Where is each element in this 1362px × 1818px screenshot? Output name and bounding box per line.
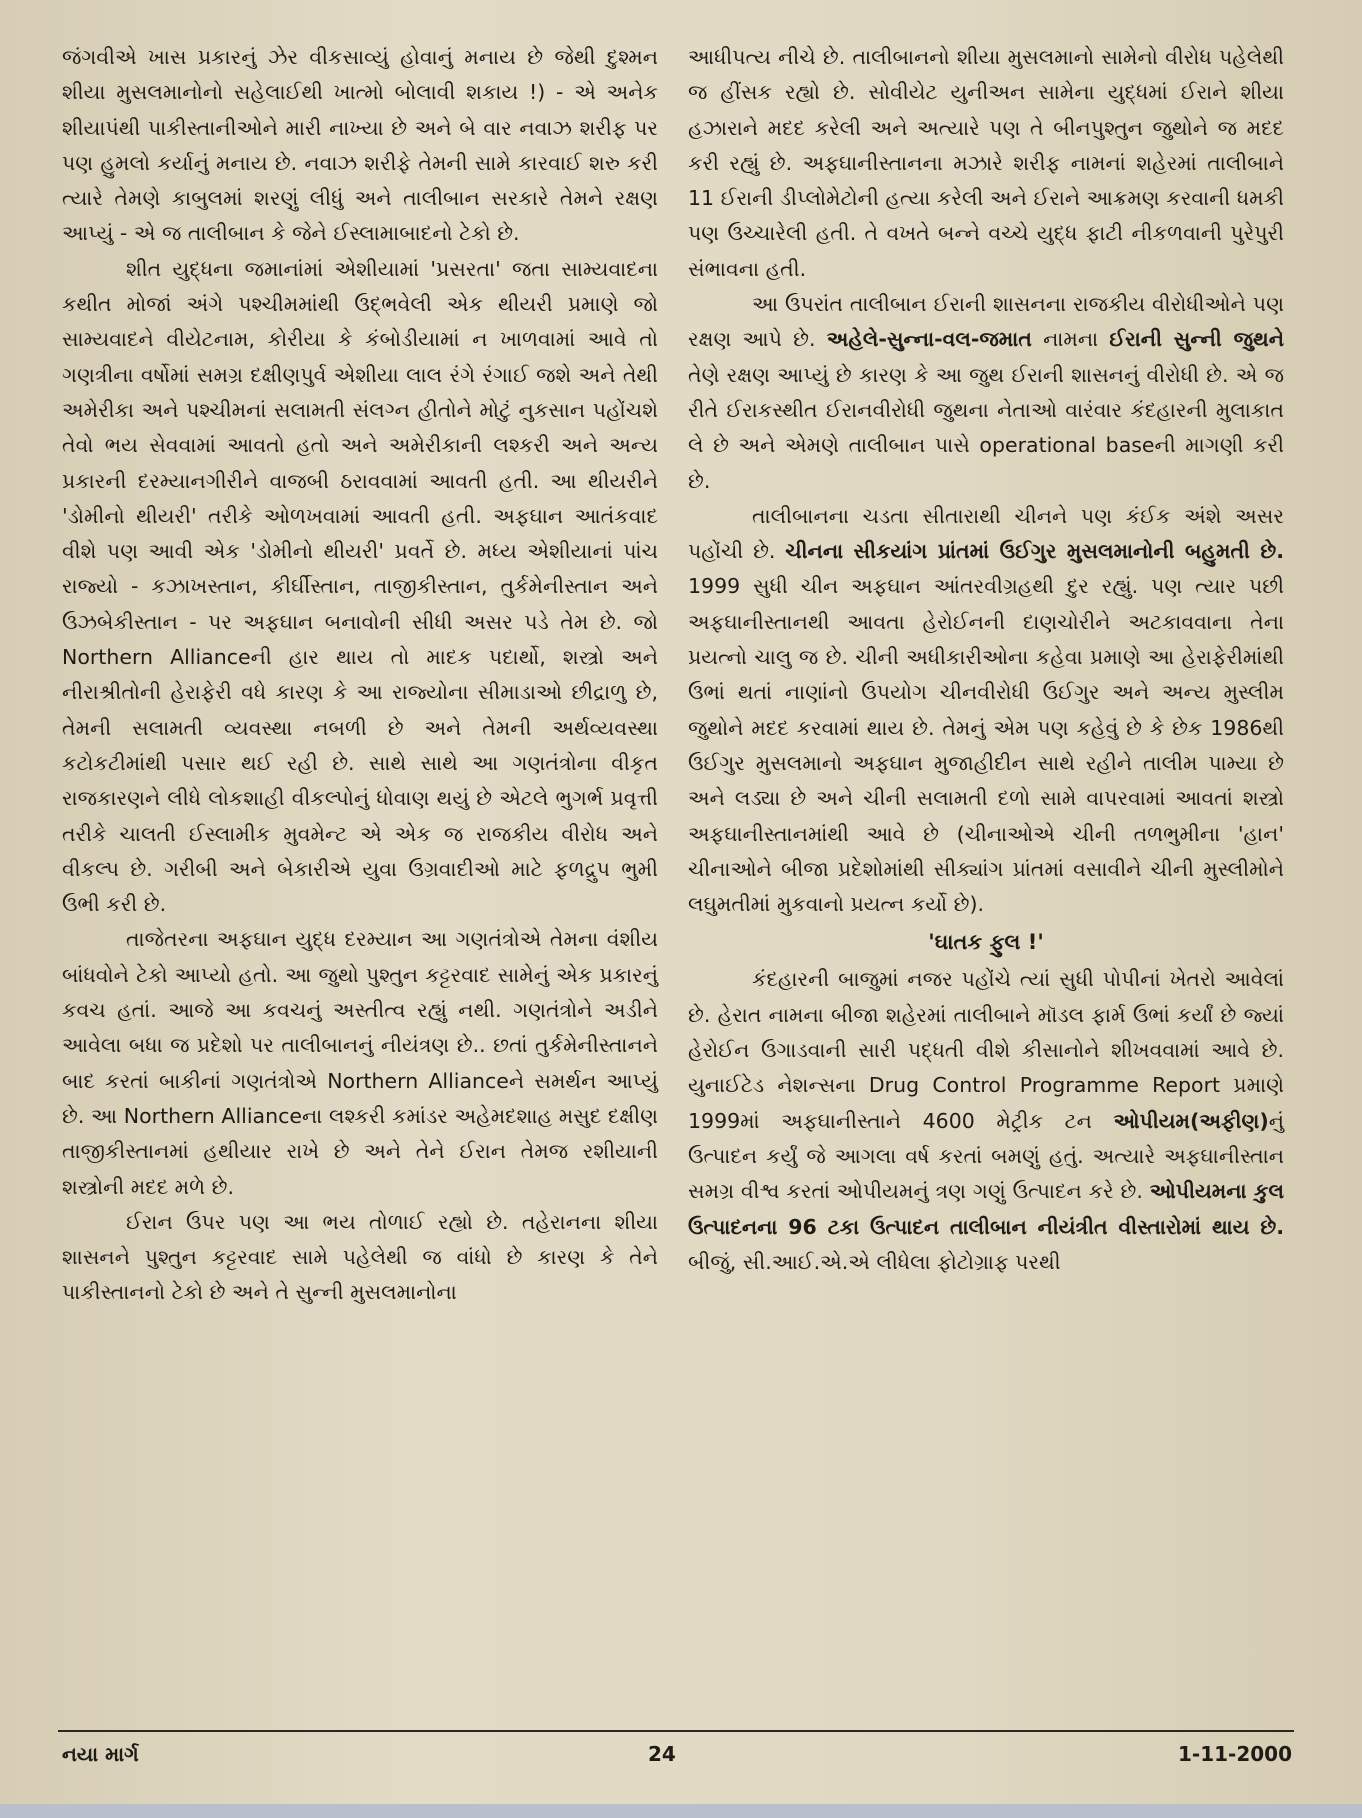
paragraph: [688, 499, 1284, 923]
text-run: તેણે રક્ષણ આપ્યું છે કારણ કે આ જુથ ઈરાની શાસનનું વીરોધી છે. એ જ રીતે ઈરાકસ્થીત ઈરાનવીરોધી જુથના નેતાઓ વારંવાર કંદહારની મુલાકાત લે છે અને એમણે તાલીબાન પાસે operational baseની માગણી કરી છે.: [688, 362, 1284, 493]
bold-text: ઈરાની સુન્ની જુથને: [1109, 327, 1284, 352]
footer-rule: [58, 1730, 1294, 1732]
publication-name: નયા માર્ગ: [62, 1742, 139, 1766]
issue-date: 1-11-2000: [1177, 1742, 1292, 1766]
page-number: 24: [648, 1742, 676, 1766]
article-columns: [62, 40, 1284, 1710]
paragraph: તાજેતરના અફઘાન યુદ્ધ દરમ્યાન આ ગણતંત્રોએ તેમના વંશીય બાંધવોને ટેકો આપ્યો હતો. આ જુથો પુશ્તુન કટ્ટરવાદ સામેનું એક પ્રકારનું કવચ હતાં. આજે આ કવચનું અસ્તીત્વ રહ્યું નથી. ગણતંત્રોને અડીને આવેલા બધા જ પ્રદેશો પર તાલીબાનનું નીયંત્રણ છે.. છતાં તુર્કમેનીસ્તાનને બાદ કરતાં બાકીનાં ગણતંત્રોએ Northern Allianceને સમર્થન આપ્યું છે. આ Northern Allianceના લશ્કરી કમાંડર અહેમદશાહ મસુદ દક્ષીણ તાજીકીસ્તાનમાં હથીયાર રાખે છે અને તેને ઈરાન તેમજ રશીયાની શસ્ત્રોની મદદ મળે છે.: [62, 927, 658, 1199]
bold-text: ચીનના સીકયાંગ પ્રાંતમાં ઉઈગુર મુસલમાનોની બહુમતી છે.: [785, 539, 1284, 564]
paragraph: [688, 287, 1284, 499]
bold-text: અહેલે-સુન્ના-વલ-જમાત: [826, 327, 1032, 352]
right-column: [688, 40, 1284, 1710]
paragraph: શીત યુદ્ધના જમાનાંમાં એશીયામાં 'પ્રસરતા' જતા સામ્યવાદના કથીત મોજાં અંગે પશ્ચીમમાંથી ઉદ્ભવેલી એક થીયરી પ્રમાણે જો સામ્યવાદને વીયેટનામ, કોરીયા કે કંબોડીયામાં ન ખાળવામાં આવે તો ગણત્રીના વર્ષોમાં સમગ્ર દક્ષીણપુર્વ એશીયા લાલ રંગે રંગાઈ જશે અને તેથી અમેરીકા અને પશ્ચીમનાં સલામતી સંલગ્ન હીતોને મોટું નુકસાન પહોંચશે તેવો ભય સેવવામાં આવતો હતો અને અમેરીકાની લશ્કરી અને અન્ય પ્રકારની દરમ્યાનગીરીને વાજબી ઠરાવવામાં આવતી હતી. આ થીયરીને 'ડોમીનો થીયરી' તરીકે ઓળખવામાં આવતી હતી. અફઘાન આતંકવાદ વીશે પણ આવી એક 'ડોમીનો થીયરી' પ્રવર્તે છે. મધ્ય એશીયાનાં પાંચ રાજ્યો - કઝાખસ્તાન, કીર્ઘીસ્તાન, તાજીકીસ્તાન, તુર્કમેનીસ્તાન અને ઉઝબેકીસ્તાન - પર અફઘાન બનાવોની સીધી અસર પડે તેમ છે. જો Northern Allianceની હાર થાય તો માદક પદાર્થો, શસ્ત્રો અને નીરાશ્રીતોની હેરાફેરી વધે કારણ કે આ રાજ્યોના સીમાડાઓ છીદ્રાળુ છે, તેમની સલામતી વ્યવસ્થા નબળી છે અને તેમની અર્થવ્યવસ્થા કટોકટીમાંથી પસાર થઈ રહી છે. સાથે સાથે આ ગણતંત્રોના વીકૃત રાજકારણને લીધે લોકશાહી વીકલ્પોનું ધોવાણ થયું છે એટલે ભુગર્ભ પ્રવૃત્તી તરીકે ચાલતી ઈસ્લામીક મુવમેન્ટ એ એક જ રાજકીય વીરોધ અને વીકલ્પ છે. ગરીબી અને બેકારીએ યુવા ઉગ્રવાદીઓ માટે ફળદ્રુપ ભુમી ઉભી કરી છે.: [62, 256, 658, 917]
text-run: નામના: [1031, 327, 1110, 352]
text-run: તાલીબાનના ચડતા સીતારાથી ચીનને પણ કંઈક અંશે અસર પહોંચી છે.: [688, 503, 1284, 564]
text-run: કંદહારની બાજુમાં નજર પહોંચે ત્યાં સુધી પોપીનાં ખેતરો આવેલાં છે. હેરાત નામના બીજા શહેરમાં તાલીબાને મૉડલ ફાર્મ ઉભાં કર્યાં છે જ્યાં હેરોઈન ઉગાડવાની સારી પદ્ધતી વીશે કીસાનોને શીખવવામાં આવે છે. યુનાઈટેડ નેશન્સના Drug Control Programme Report પ્રમાણે 1999માં અફઘાનીસ્તાને 4600 મેટ્રીક ટન: [688, 967, 1284, 1133]
paragraph: [688, 962, 1284, 1280]
text-run: બીજું, સી.આઈ.એ.એ લીધેલા ફોટોગ્રાફ પરથી: [688, 1249, 1061, 1274]
text-run: નું ઉત્પાદન કર્યું જે આગલા વર્ષ કરતાં બમણું હતું. અત્યારે અફઘાનીસ્તાન સમગ્ર વીશ્વ કરતાં ઓપીયમનું ત્રણ ગણું ઉત્પાદન કરે છે.: [688, 1108, 1284, 1204]
section-heading: 'ઘાતક ફુલ !': [928, 930, 1044, 955]
paragraph: આધીપત્ય નીચે છે. તાલીબાનનો શીયા મુસલમાનો સામેનો વીરોધ પહેલેથી જ હીંસક રહ્યો છે. સોવીયેટ યુનીઅન સામેના યુદ્ધમાં ઈરાને શીયા હઝારાને મદદ કરેલી અને અત્યારે પણ તે બીનપુશ્તુન જુથોને જ મદદ કરી રહ્યું છે. અફઘાનીસ્તાનના મઝારે શરીફ નામનાં શહેરમાં તાલીબાને 11 ઈરાની ડીપ્લોમેટોની હત્યા કરેલી અને ઈરાને આક્રમણ કરવાની ધમકી પણ ઉચ્ચારેલી હતી. તે વખતે બન્ને વચ્ચે યુદ્ધ ફાટી નીકળવાની પુરેપુરી સંભાવના હતી.: [688, 45, 1284, 281]
page-footer: [62, 1738, 1292, 1778]
text-run: આ ઉપરાંત તાલીબાન ઈરાની શાસનના રાજકીય વીરોધીઓને પણ રક્ષણ આપે છે.: [688, 292, 1284, 352]
text-run: 1999 સુધી ચીન અફઘાન આંતરવીગ્રહથી દુર રહ્યું. પણ ત્યાર પછી અફઘાનીસ્તાનથી આવતા હેરોઈનની દાણચોરીને અટકાવવાના તેના પ્રયત્નો ચાલુ જ છે. ચીની અધીકારીઓના કહેવા પ્રમાણે આ હેરાફેરીમાંથી ઉભાં થતાં નાણાંનો ઉપયોગ ચીનવીરોધી ઉઈગુર અને અન્ય મુસ્લીમ જુથોને મદદ કરવામાં થાય છે. તેમનું એમ પણ કહેવું છે કે છેક 1986થી ઉઈગુર મુસલમાનો અફઘાન મુજાહીદીન સાથે રહીને તાલીમ પામ્યા છે અને લડ્યા છે અને ચીની સલામતી દળો સામે વાપરવામાં આવતાં શસ્ત્રો અફઘાનીસ્તાનમાંથી આવે છે (ચીનાઓએ ચીની તળભુમીના 'હાન' ચીનાઓને બીજા પ્રદેશોમાંથી સીક્યાંગ પ્રાંતમાં વસાવીને ચીની મુસ્લીમોને લઘુમતીમાં મુકવાનો પ્રયત્ન કર્યો છે).: [688, 574, 1284, 917]
paragraph: જંગવીએ ખાસ પ્રકારનું ઝેર વીકસાવ્યું હોવાનું મનાય છે જેથી દુશ્મન શીયા મુસલમાનોનો સહેલાઈથી ખાત્મો બોલાવી શકાય !) - એ અનેક શીયાપંથી પાકીસ્તાનીઓને મારી નાખ્યા છે અને બે વાર નવાઝ શરીફ પર પણ હુમલો કર્યાનું મનાય છે. નવાઝ શરીફે તેમની સામે કારવાઈ શરુ કરી ત્યારે તેમણે કાબુલમાં શરણું લીધું અને તાલીબાન સરકારે તેમને રક્ષણ આપ્યું - એ જ તાલીબાન કે જેને ઈસ્લામાબાદનો ટેકો છે.: [62, 45, 658, 246]
paragraph: ઈરાન ઉપર પણ આ ભય તોળાઈ રહ્યો છે. તહેરાનના શીયા શાસનને પુશ્તુન કટ્ટરવાદ સામે પહેલેથી જ વાંધો છે કારણ કે તેને પાકીસ્તાનનો ટેકો છે અને તે સુન્ની મુસલમાનોના: [62, 1209, 658, 1305]
left-column: [62, 40, 658, 1710]
bold-text: ઓપીયમ(અફીણ): [1113, 1108, 1269, 1133]
bold-text: ઓપીયમના કુલ ઉત્પાદનના 96 ટકા ઉત્પાદન તાલીબાન નીયંત્રીત વીસ્તારોમાં થાય છે.: [688, 1179, 1284, 1239]
scan-edge: [0, 1804, 1362, 1818]
